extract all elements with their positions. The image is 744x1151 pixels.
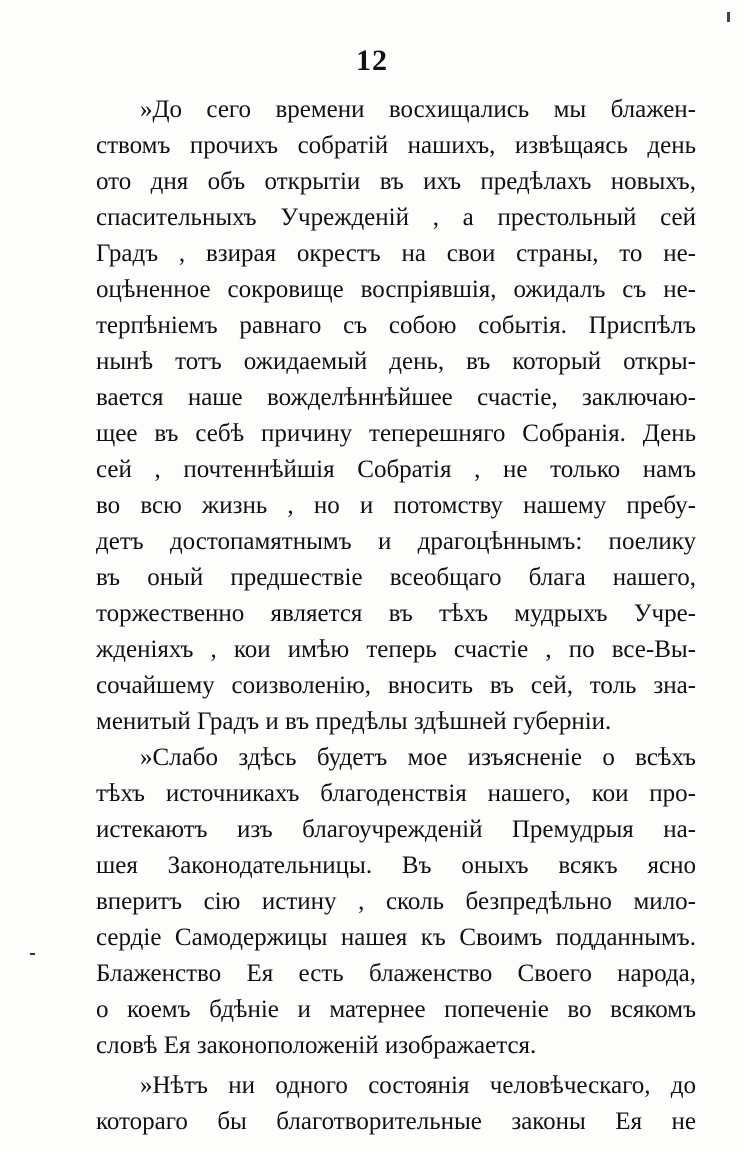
text-line: котораго бы благотворительные законы Ея не: [96, 1108, 696, 1135]
text-line: сердіе Самодержицы нашея къ Своимъ подданнымъ.: [96, 924, 696, 951]
text-line: вается наше вожделѣннѣйшее счастіе, заключаю-: [96, 384, 696, 411]
text-line: ото дня объ открытіи въ ихъ предѣлахъ новыхъ,: [96, 168, 696, 195]
text-line: торжественно является въ тѣхъ мудрыхъ Учре-: [96, 600, 696, 627]
text-line: »До сего времени восхищались мы блажен-: [140, 96, 696, 123]
text-line: детъ достопамятнымъ и драгоцѣннымъ: поелику: [96, 528, 696, 555]
text-line: ствомъ прочихъ собратій нашихъ, извѣщаясь день: [96, 132, 696, 159]
page-number: 12: [356, 44, 388, 77]
text-line: во всю жизнь , но и потомству нашему пребу-: [96, 492, 696, 519]
text-line: тѣхъ источникахъ благоденствія нашего, кои про-: [96, 780, 696, 807]
margin-mark: [30, 953, 35, 955]
text-line: въ оный предшествіе всеобщаго блага нашего,: [96, 564, 696, 591]
text-line: о коемъ бдѣніе и матернее попеченіе во всякомъ: [96, 996, 696, 1023]
text-line: спасительныхъ Учрежденій , а престольный сей: [96, 204, 696, 231]
text-line: вперитъ сію истину , сколь безпредѣльно мило-: [96, 888, 696, 915]
text-line: оцѣненное сокровище воспріявшія, ожидалъ съ не-: [96, 276, 696, 303]
text-line: словѣ Ея законоположеній изображается.: [96, 1032, 537, 1059]
text-line: щее въ себѣ причину теперешняго Собранія. День: [96, 420, 696, 447]
text-line: терпѣніемъ равнаго съ собою событія. Приспѣлъ: [96, 312, 696, 339]
text-line: менитый Градъ и въ предѣлы здѣшней губерніи.: [96, 708, 612, 735]
text-line: сочайшему соизволенію, вносить въ сей, толь зна-: [96, 672, 696, 699]
text-line: Блаженство Ея есть блаженство Своего народа,: [96, 960, 696, 987]
text-line: жденіяхъ , кои имѣю теперь счастіе , по все-Вы-: [96, 636, 696, 663]
text-line: »Слабо здѣсь будетъ мое изъясненіе о всѣхъ: [140, 744, 696, 771]
text-line: шея Законодательницы. Въ оныхъ всякъ ясно: [96, 852, 696, 879]
text-line: »Нѣтъ ни одного состоянія человѣческаго, до: [140, 1072, 696, 1099]
text-line: Градъ , взирая окрестъ на свои страны, то не-: [96, 240, 696, 267]
body-text: [96, 92, 696, 1140]
text-line: нынѣ тотъ ожидаемый день, въ который откры-: [96, 348, 696, 375]
text-line: сей , почтеннѣйшія Собратія , не только намъ: [96, 456, 696, 483]
print-mark: [727, 12, 730, 22]
text-line: истекаютъ изъ благоучрежденій Премудрыя на-: [96, 816, 696, 843]
